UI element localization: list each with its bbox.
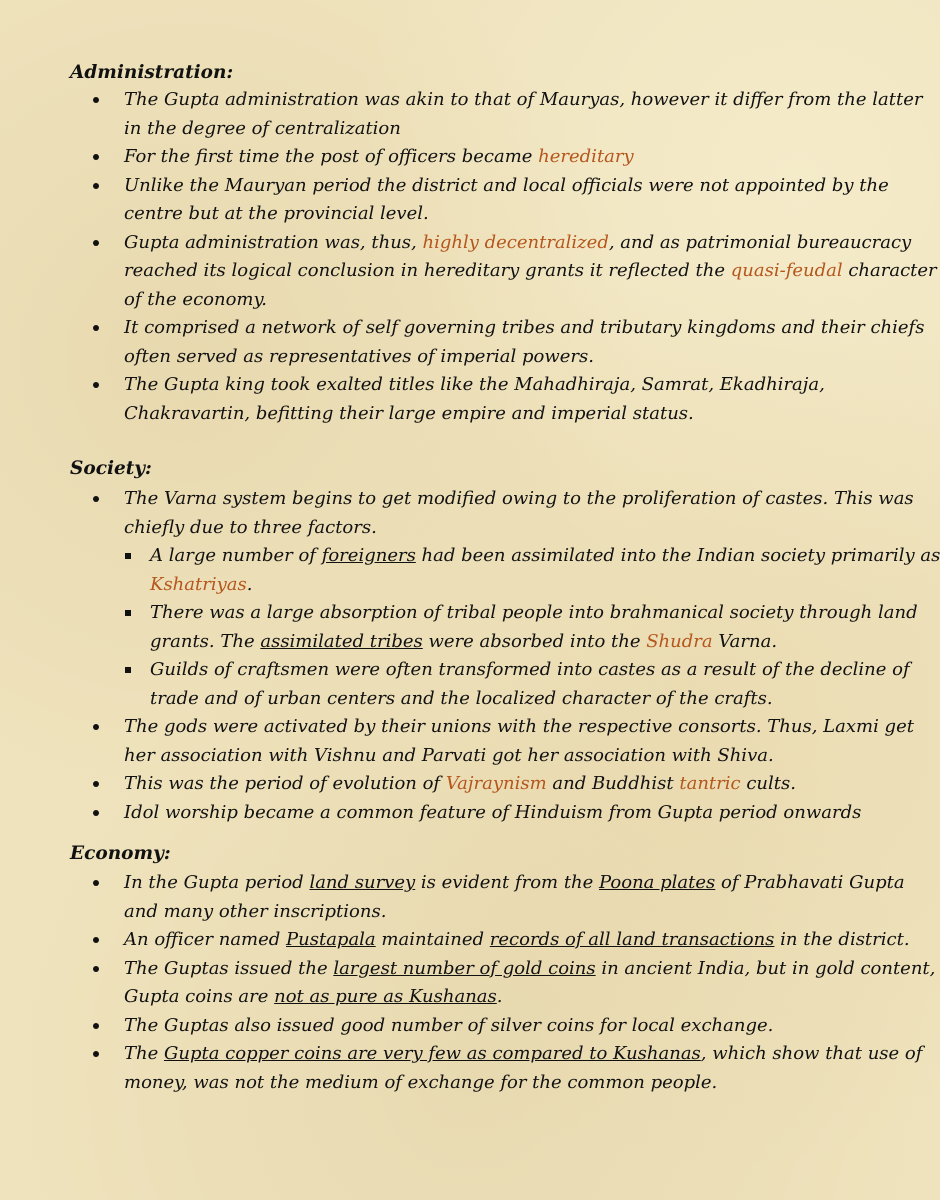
- list-item: The Gupta king took exalted titles like the Mahadhiraja, Samrat, Ekadhiraja, Chakravartin, befitting their large empire and imperial status.: [0, 371, 884, 428]
- bullet-icon: [93, 97, 99, 103]
- highlight-term: hereditary: [538, 146, 634, 167]
- economy-heading: Economy:: [70, 843, 171, 864]
- underlined-term: records of all land transactions: [489, 929, 775, 950]
- sub-list-item: A large number of foreigners had been assimilated into the Indian society primarily as Kshatriyas.: [0, 542, 884, 599]
- society-list: [0, 485, 940, 827]
- highlight-term: Kshatriyas: [150, 573, 247, 595]
- list-item: The Gupta administration was akin to that of Mauryas, however it differ from the latter in the degree of centralization: [0, 86, 884, 143]
- highlight-term: Shudra: [646, 630, 713, 652]
- highlight-term: Vajraynism: [445, 773, 547, 794]
- list-item: This was the period of evolution of Vajraynism and Buddhist tantric cults.: [0, 770, 884, 799]
- list-item: The Guptas issued the largest number of gold coins in ancient India, but in gold content, Gupta coins are not as pure as Kushanas.: [0, 955, 884, 1012]
- highlight-term: quasi-feudal: [730, 260, 843, 281]
- sub-list-item: Guilds of craftsmen were often transformed into castes as a result of the decline of trade and of urban centers and the localized character of the crafts.: [0, 656, 884, 713]
- underlined-term: foreigners: [321, 545, 416, 566]
- sub-list-item: There was a large absorption of tribal people into brahmanical society through land grants. The assimilated tribes were absorbed into the Shudra Varna.: [0, 599, 884, 656]
- bullet-icon: [93, 937, 99, 943]
- underlined-term: Pustapala: [286, 929, 376, 950]
- list-item: Unlike the Mauryan period the district and local officials were not appointed by the centre but at the provincial level.: [0, 172, 884, 229]
- underlined-term: land survey: [309, 872, 416, 893]
- bullet-icon: [93, 496, 99, 502]
- list-item: In the Gupta period land survey is evident from the Poona plates of Prabhavati Gupta and many other inscriptions.: [0, 869, 884, 926]
- underlined-term: largest number of gold coins: [333, 957, 596, 979]
- underlined-term: assimilated tribes: [260, 630, 423, 652]
- bullet-icon: [93, 966, 99, 972]
- administration-list: [0, 86, 937, 428]
- list-item: The Guptas also issued good number of silver coins for local exchange.: [0, 1012, 884, 1041]
- bullet-icon: [93, 325, 99, 331]
- list-item: Gupta administration was, thus, highly decentralized, and as patrimonial bureaucracy reached its logical conclusion in hereditary grants it reflected the quasi-feudal character of the economy.: [0, 229, 884, 315]
- highlight-term: tantric: [679, 773, 741, 794]
- bullet-icon: [93, 183, 99, 189]
- bullet-icon: [93, 382, 99, 388]
- bullet-icon: [93, 240, 99, 246]
- underlined-term: Poona plates: [599, 872, 716, 893]
- list-item: It comprised a network of self governing tribes and tributary kingdoms and their chiefs often served as representatives of imperial powers.: [0, 314, 884, 371]
- society-heading: Society:: [70, 458, 152, 479]
- bullet-icon: [93, 1051, 99, 1057]
- administration-heading: Administration:: [70, 62, 234, 83]
- square-bullet-icon: [125, 610, 131, 616]
- bullet-icon: [93, 1023, 99, 1029]
- list-item: The Varna system begins to get modified owing to the proliferation of castes. This was chiefly due to three factors.: [0, 485, 884, 542]
- list-item: Idol worship became a common feature of Hinduism from Gupta period onwards: [0, 799, 884, 828]
- highlight-term: highly decentralized: [422, 231, 609, 253]
- underlined-term: not as pure as Kushanas: [274, 986, 497, 1007]
- square-bullet-icon: [125, 667, 131, 673]
- underlined-term: Gupta copper coins are very few as compared to Kushanas: [163, 1043, 701, 1064]
- list-item: The gods were activated by their unions with the respective consorts. Thus, Laxmi get her association with Vishnu and Parvati got her association with Shiva.: [0, 713, 884, 770]
- bullet-icon: [93, 810, 99, 816]
- bullet-icon: [93, 880, 99, 886]
- list-item: An officer named Pustapala maintained records of all land transactions in the district.: [0, 926, 884, 955]
- square-bullet-icon: [125, 553, 131, 559]
- economy-list: [0, 869, 936, 1097]
- list-item: The Gupta copper coins are very few as compared to Kushanas, which show that use of money, was not the medium of exchange for the common people.: [0, 1040, 884, 1097]
- bullet-icon: [93, 781, 99, 787]
- bullet-icon: [93, 724, 99, 730]
- bullet-icon: [93, 154, 99, 160]
- list-item: For the first time the post of officers became hereditary: [0, 143, 884, 172]
